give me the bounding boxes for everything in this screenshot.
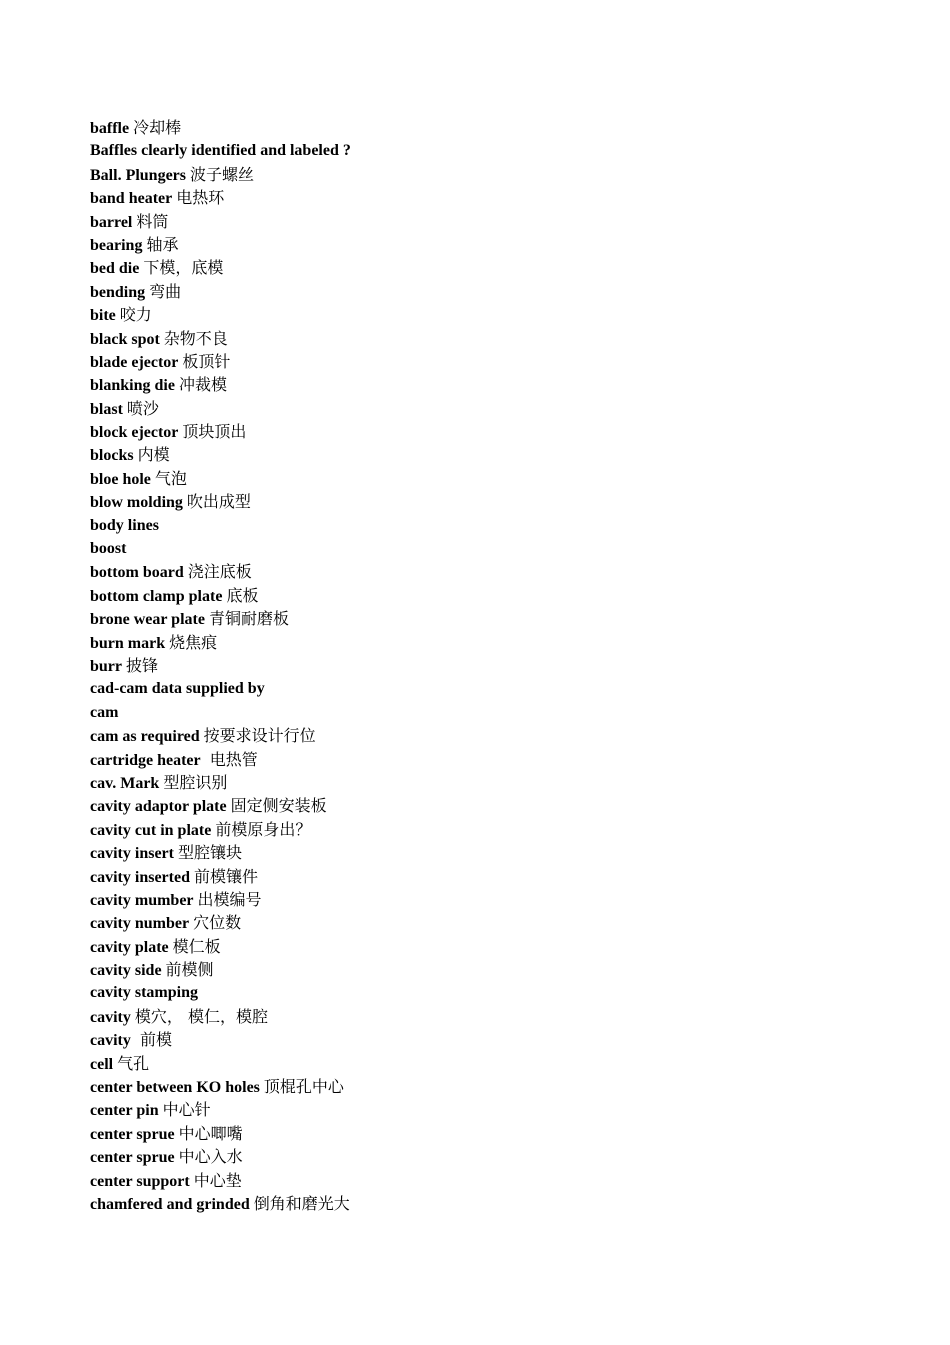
glossary-entry	[90, 350, 351, 373]
entry-translation: 烧焦痕	[169, 632, 218, 652]
entry-translation: 喷沙	[126, 398, 159, 418]
glossary-entry	[90, 537, 351, 560]
entry-term: cam	[90, 703, 119, 721]
entry-term: bearing	[90, 236, 143, 254]
entry-term: center sprue	[90, 1125, 175, 1143]
entry-translation: 电热管	[204, 749, 258, 769]
entry-term: cavity side	[90, 962, 162, 980]
entry-translation: 穴位数	[193, 913, 242, 933]
glossary-entry	[90, 233, 351, 256]
entry-term: cavity insert	[90, 845, 174, 863]
entry-translation: 中心针	[162, 1100, 211, 1120]
entry-term: bite	[90, 307, 116, 325]
entry-translation: 杂物不良	[163, 328, 228, 348]
entry-term: cartridge heater	[90, 751, 201, 769]
glossary-entry	[90, 724, 351, 747]
entry-translation: 板顶针	[182, 351, 231, 371]
glossary-entry	[90, 1052, 351, 1075]
glossary-entry	[90, 163, 351, 186]
glossary-entry	[90, 794, 351, 817]
entry-translation: 前模镶件	[193, 866, 258, 886]
entry-term: cam as required	[90, 728, 200, 746]
entry-term: Baffles clearly identified and labeled ?	[90, 142, 351, 160]
glossary-entry	[90, 771, 351, 794]
glossary-entry	[90, 397, 351, 420]
entry-term: center support	[90, 1172, 190, 1190]
entry-translation: 咬力	[119, 305, 152, 325]
entry-term: bloe hole	[90, 470, 151, 488]
entry-term: cavity adaptor plate	[90, 798, 227, 816]
entry-translation: 波子螺丝	[190, 164, 255, 184]
entry-term: cavity mumber	[90, 891, 194, 909]
entry-term: brone wear plate	[90, 611, 205, 629]
entry-translation: 轴承	[146, 234, 179, 254]
entry-translation: 型腔镶块	[177, 843, 242, 863]
entry-translation: 冷却棒	[133, 118, 182, 137]
entry-translation: 顶块顶出	[182, 422, 247, 442]
entry-translation: 中心唧嘴	[178, 1123, 243, 1143]
entry-translation: 浇注底板	[187, 562, 252, 582]
glossary-entry	[90, 911, 351, 934]
glossary-entry	[90, 958, 351, 981]
entry-term: center between KO holes	[90, 1079, 260, 1097]
entry-translation: 模穴， 模仁，模腔	[134, 1006, 268, 1026]
entry-term: cell	[90, 1055, 114, 1073]
entry-translation: 底板	[226, 585, 259, 605]
glossary-entry	[90, 1122, 351, 1145]
glossary-list	[90, 116, 351, 1215]
entry-translation: 前模侧	[165, 960, 214, 980]
entry-translation: 型腔识别	[163, 772, 228, 792]
glossary-entry	[90, 1192, 351, 1215]
entry-term: burr	[90, 657, 122, 675]
glossary-entry	[90, 865, 351, 888]
entry-translation: 青铜耐磨板	[208, 609, 289, 629]
entry-translation: 气孔	[117, 1053, 150, 1073]
glossary-entry	[90, 490, 351, 513]
entry-translation: 料筒	[136, 211, 169, 231]
entry-translation: 中心入水	[178, 1147, 243, 1167]
entry-term: cad-cam data supplied by	[90, 680, 265, 698]
glossary-entry	[90, 1075, 351, 1098]
entry-term: body lines	[90, 516, 159, 534]
entry-term: cav. Mark	[90, 774, 160, 792]
entry-translation: 披锋	[126, 655, 159, 675]
entry-term: blast	[90, 400, 123, 418]
glossary-entry	[90, 701, 351, 724]
entry-term: bottom clamp plate	[90, 587, 223, 605]
entry-term: cavity plate	[90, 938, 169, 956]
entry-term: burn mark	[90, 634, 166, 652]
entry-translation: 下模，底模	[143, 258, 224, 278]
glossary-entry	[90, 373, 351, 396]
entry-term: blocks	[90, 447, 134, 465]
entry-translation: 冲裁模	[178, 375, 227, 395]
glossary-entry	[90, 584, 351, 607]
entry-term: center sprue	[90, 1149, 175, 1167]
glossary-entry	[90, 981, 351, 1004]
glossary-entry	[90, 116, 351, 139]
entry-term: black spot	[90, 330, 160, 348]
glossary-entry	[90, 443, 351, 466]
entry-translation: 按要求设计行位	[203, 726, 316, 746]
glossary-entry	[90, 607, 351, 630]
entry-translation: 弯曲	[149, 281, 182, 301]
entry-term: blanking die	[90, 377, 175, 395]
entry-term: band heater	[90, 190, 173, 208]
glossary-entry	[90, 818, 351, 841]
glossary-entry	[90, 560, 351, 583]
glossary-entry	[90, 1169, 351, 1192]
entry-term: block ejector	[90, 424, 179, 442]
entry-term: cavity number	[90, 915, 190, 933]
glossary-entry	[90, 280, 351, 303]
glossary-entry	[90, 210, 351, 233]
entry-term: boost	[90, 540, 127, 558]
entry-term: chamfered and grinded	[90, 1195, 250, 1213]
glossary-entry	[90, 420, 351, 443]
entry-term: cavity	[90, 1032, 131, 1050]
glossary-entry	[90, 186, 351, 209]
entry-term: cavity stamping	[90, 984, 198, 1002]
glossary-entry	[90, 654, 351, 677]
glossary-entry	[90, 1145, 351, 1168]
entry-term: blow molding	[90, 494, 183, 512]
entry-term: barrel	[90, 213, 133, 231]
entry-term: cavity inserted	[90, 868, 190, 886]
glossary-entry	[90, 677, 351, 700]
entry-translation: 前模	[134, 1030, 172, 1050]
glossary-entry	[90, 139, 351, 162]
entry-term: baffle	[90, 120, 130, 137]
entry-translation: 前模原身出？	[215, 819, 312, 839]
entry-term: center pin	[90, 1102, 159, 1120]
glossary-entry	[90, 631, 351, 654]
entry-term: Ball. Plungers	[90, 166, 187, 184]
entry-translation: 固定侧安装板	[230, 796, 327, 816]
entry-term: bending	[90, 283, 146, 301]
glossary-entry	[90, 888, 351, 911]
entry-term: cavity	[90, 1008, 131, 1026]
glossary-entry	[90, 748, 351, 771]
entry-term: bottom board	[90, 564, 184, 582]
glossary-entry	[90, 467, 351, 490]
glossary-entry	[90, 1098, 351, 1121]
entry-translation: 模仁板	[172, 936, 221, 956]
entry-term: bed die	[90, 260, 140, 278]
glossary-entry	[90, 303, 351, 326]
glossary-entry	[90, 935, 351, 958]
entry-translation: 倒角和磨光大	[253, 1193, 350, 1213]
glossary-entry	[90, 841, 351, 864]
entry-translation: 吹出成型	[186, 492, 251, 512]
entry-translation: 电热环	[176, 188, 225, 208]
glossary-entry	[90, 514, 351, 537]
glossary-entry	[90, 256, 351, 279]
entry-translation: 气泡	[154, 468, 187, 488]
glossary-entry	[90, 327, 351, 350]
glossary-entry	[90, 1028, 351, 1051]
entry-term: blade ejector	[90, 353, 179, 371]
entry-translation: 内模	[137, 445, 170, 465]
glossary-entry	[90, 1005, 351, 1028]
entry-term: cavity cut in plate	[90, 821, 212, 839]
entry-translation: 顶棍孔中心	[263, 1077, 344, 1097]
entry-translation: 中心垫	[193, 1170, 242, 1190]
entry-translation: 出模编号	[197, 889, 262, 909]
